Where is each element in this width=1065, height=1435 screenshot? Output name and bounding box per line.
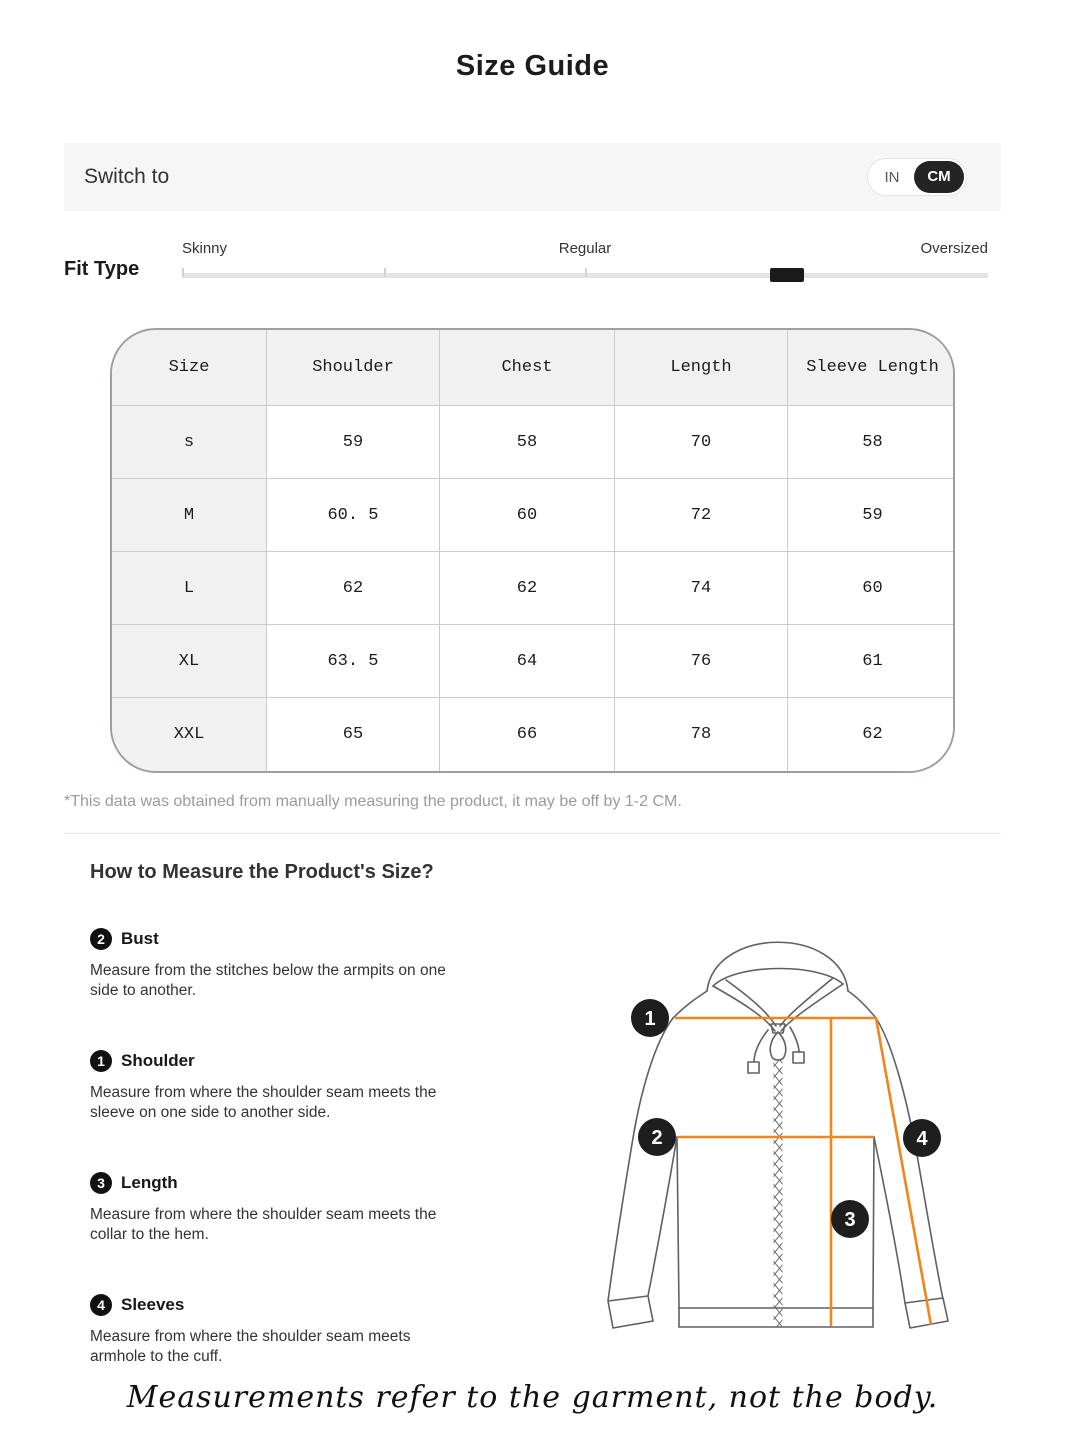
- value-cell: 60. 5: [267, 479, 440, 552]
- value-cell: 60: [440, 479, 615, 552]
- table-header-row: [112, 330, 955, 406]
- measure-item-shoulder: [90, 1050, 465, 1123]
- unit-toggle[interactable]: [867, 158, 967, 196]
- size-cell: L: [112, 552, 267, 625]
- table-row: [112, 698, 955, 771]
- fit-tick: [384, 268, 386, 277]
- measure-item-sleeves: [90, 1294, 465, 1367]
- measure-description: Measure from where the shoulder seam meets the collar to the hem.: [90, 1206, 437, 1243]
- unit-switch-bar: [64, 143, 1001, 211]
- fit-type-track[interactable]: [182, 273, 988, 278]
- value-cell: 58: [440, 406, 615, 479]
- diagram-badge-1: 1: [644, 1008, 656, 1030]
- value-cell: 65: [267, 698, 440, 771]
- value-cell: 76: [615, 625, 788, 698]
- value-cell: 62: [788, 698, 955, 771]
- value-cell: 78: [615, 698, 788, 771]
- diagram-badge-4: 4: [916, 1128, 928, 1150]
- fit-option-regular: Regular: [558, 240, 612, 257]
- value-cell: 72: [615, 479, 788, 552]
- value-cell: 74: [615, 552, 788, 625]
- fit-option-oversized: Oversized: [920, 240, 988, 257]
- measure-description: Measure from the stitches below the armpits on one side to another.: [90, 962, 446, 999]
- measure-label: Length: [121, 1173, 178, 1192]
- value-cell: 62: [267, 552, 440, 625]
- table-row: [112, 552, 955, 625]
- measure-label: Sleeves: [121, 1295, 185, 1314]
- table-footnote: *This data was obtained from manually measuring the product, it may be off by 1-2 CM.: [64, 793, 682, 810]
- value-cell: 59: [788, 479, 955, 552]
- col-header-sleeve-length: Sleeve Length: [788, 330, 955, 406]
- step-badge-1: 1: [90, 1050, 112, 1072]
- fit-type-handle[interactable]: [770, 268, 804, 282]
- zipper-pull: [770, 1032, 786, 1060]
- size-cell: M: [112, 479, 267, 552]
- step-badge-2: 2: [90, 928, 112, 950]
- measure-description: Measure from where the shoulder seam meets armhole to the cuff.: [90, 1328, 411, 1365]
- fit-tick: [585, 268, 587, 277]
- hoodie-diagram: [595, 900, 1005, 1350]
- col-header-length: Length: [615, 330, 788, 406]
- measure-label: Shoulder: [121, 1051, 195, 1070]
- size-cell: XXL: [112, 698, 267, 771]
- measure-line-sleeve: [876, 1018, 931, 1325]
- step-badge-4: 4: [90, 1294, 112, 1316]
- how-to-heading: How to Measure the Product's Size?: [90, 861, 434, 883]
- value-cell: 61: [788, 625, 955, 698]
- col-header-chest: Chest: [440, 330, 615, 406]
- step-badge-3: 3: [90, 1172, 112, 1194]
- page-title: Size Guide: [455, 50, 610, 82]
- zipper-teeth: [774, 1036, 783, 1327]
- measure-description: Measure from where the shoulder seam meets the sleeve on one side to another side.: [90, 1084, 437, 1121]
- measure-label: Bust: [121, 929, 159, 948]
- value-cell: 58: [788, 406, 955, 479]
- measure-lines: [675, 1018, 931, 1326]
- size-cell: XL: [112, 625, 267, 698]
- size-table: [110, 328, 955, 773]
- unit-option-in[interactable]: IN: [884, 168, 900, 186]
- measure-item-bust: [90, 928, 465, 1001]
- fit-type-options: [182, 240, 988, 260]
- value-cell: 70: [615, 406, 788, 479]
- value-cell: 62: [440, 552, 615, 625]
- table-row: [112, 479, 955, 552]
- table-row: [112, 406, 955, 479]
- fit-type-slider: [182, 240, 988, 286]
- switch-to-label: Switch to: [84, 165, 170, 188]
- col-header-shoulder: Shoulder: [267, 330, 440, 406]
- col-header-size: Size: [112, 330, 267, 406]
- table-row: [112, 625, 955, 698]
- value-cell: 64: [440, 625, 615, 698]
- fit-tick: [182, 268, 184, 277]
- value-cell: 59: [267, 406, 440, 479]
- garment-note: Measurements refer to the garment, not the body.: [126, 1380, 939, 1415]
- diagram-badge-2: 2: [651, 1127, 663, 1149]
- section-divider: [64, 833, 1001, 834]
- value-cell: 63. 5: [267, 625, 440, 698]
- unit-option-cm[interactable]: CM: [914, 161, 964, 193]
- measure-item-length: [90, 1172, 465, 1245]
- fit-option-skinny: Skinny: [182, 240, 228, 257]
- fit-type-label: Fit Type: [64, 258, 140, 280]
- size-cell: s: [112, 406, 267, 479]
- value-cell: 66: [440, 698, 615, 771]
- value-cell: 60: [788, 552, 955, 625]
- diagram-badge-3: 3: [844, 1209, 856, 1231]
